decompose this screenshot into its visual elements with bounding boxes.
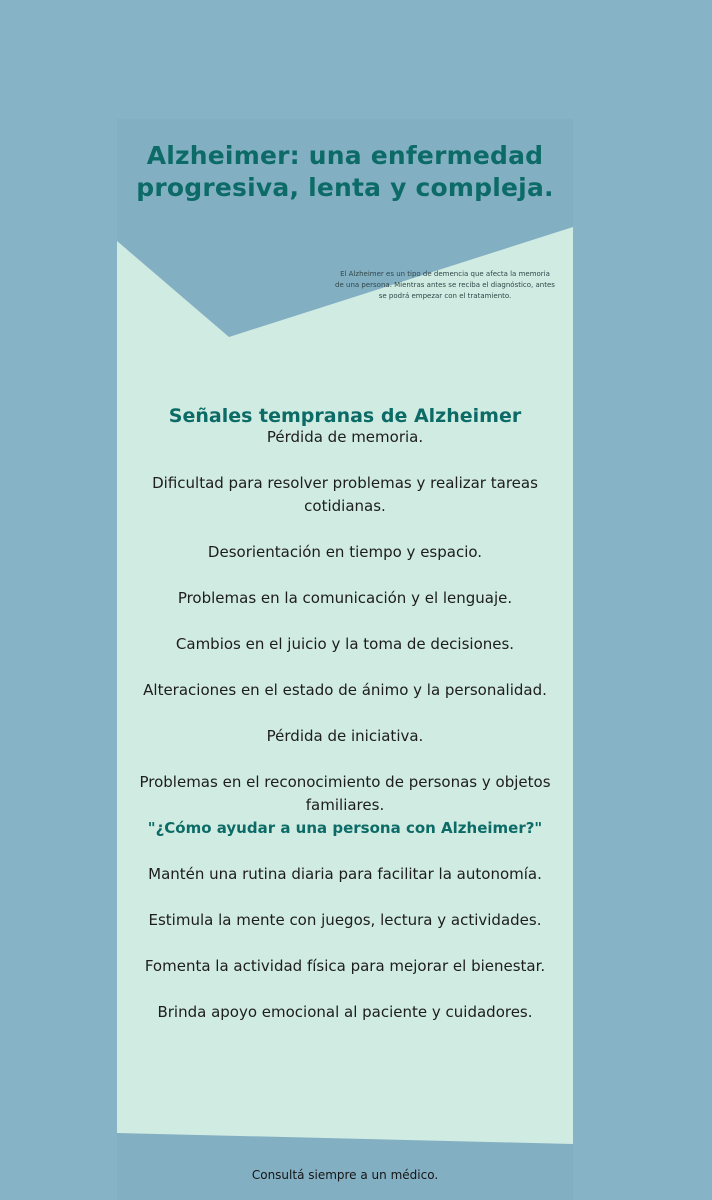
info-card (117, 119, 573, 1200)
sign-item: Desorientación en tiempo y espacio. (207, 543, 483, 561)
sign-item: Cambios en el juicio y la toma de decisiones. (175, 635, 515, 653)
signs-heading: Señales tempranas de Alzheimer (168, 405, 522, 427)
sign-item: Pérdida de iniciativa. (266, 727, 424, 745)
help-heading: "¿Cómo ayudar a una persona con Alzheimer?" (147, 819, 543, 837)
sign-item: Problemas en la comunicación y el lenguaje. (177, 589, 513, 607)
sign-item: Pérdida de memoria. (266, 428, 424, 446)
help-item: Mantén una rutina diaria para facilitar la autonomía. (148, 865, 542, 883)
sign-item: Problemas en el reconocimiento de personas y objetos familiares. (139, 773, 551, 814)
content-column (123, 426, 567, 1047)
page-title: Alzheimer: una enfermedad progresiva, lenta y compleja. (136, 141, 554, 202)
footer-note: Consultá siempre a un médico. (251, 1168, 439, 1182)
intro-text: El Alzheimer es un tipo de demencia que afecta la memoria de una persona. Mientras antes se reciba el diagnóstico, antes se podrá empezar con el tratamiento. (335, 270, 555, 300)
help-item: Brinda apoyo emocional al paciente y cuidadores. (157, 1003, 533, 1021)
sign-item: Alteraciones en el estado de ánimo y la personalidad. (143, 681, 547, 699)
sign-item: Dificultad para resolver problemas y realizar tareas cotidianas. (152, 474, 538, 515)
help-item: Estimula la mente con juegos, lectura y actividades. (148, 911, 542, 929)
help-item: Fomenta la actividad física para mejorar el bienestar. (144, 957, 546, 975)
